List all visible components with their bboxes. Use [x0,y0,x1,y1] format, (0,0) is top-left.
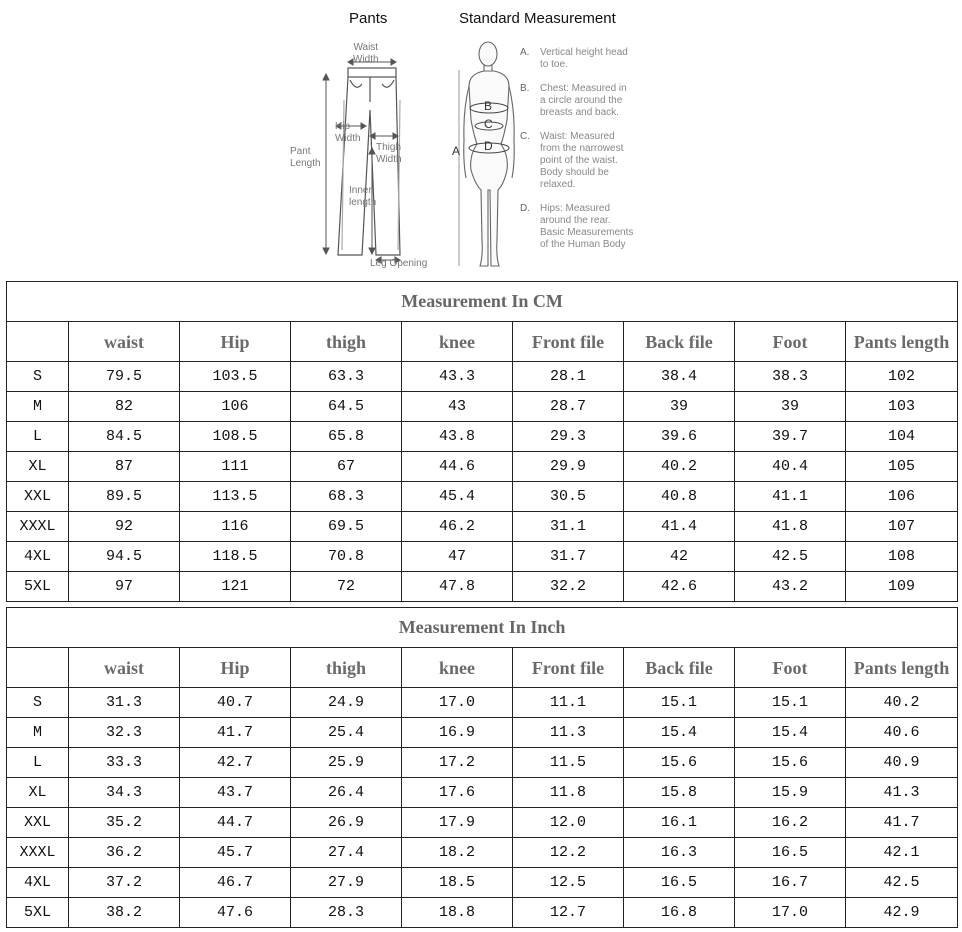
measurement-cell: 46.7 [180,868,291,898]
table-row [7,718,958,748]
measurement-cell: 18.8 [402,898,513,928]
measurement-cell: 33.3 [69,748,180,778]
measurement-cell: 68.3 [291,482,402,512]
measurement-cell: 65.8 [291,422,402,452]
measurement-cell: 40.4 [735,452,846,482]
cm-table-body [7,362,958,602]
measurement-cell: 15.1 [735,688,846,718]
measurement-cell: 16.7 [735,868,846,898]
measurement-cell: 11.1 [513,688,624,718]
measurement-cell: 42.5 [846,868,958,898]
table-row [7,898,958,928]
column-header-pants-length: Pants length [846,648,958,688]
measurement-cell: 39 [735,392,846,422]
measurement-cell: 111 [180,452,291,482]
table-row [7,778,958,808]
inch-table-body [7,688,958,928]
standard-measurement-title: Standard Measurement [459,10,616,27]
column-header-hip: Hip [180,322,291,362]
measurement-cell: 43.2 [735,572,846,602]
measurement-cell: 11.5 [513,748,624,778]
measurement-cell: 41.7 [846,808,958,838]
measurement-cell: 41.3 [846,778,958,808]
measurement-cell: 16.5 [735,838,846,868]
measurement-cell: 108.5 [180,422,291,452]
measurement-cell: 40.9 [846,748,958,778]
measurement-cell: 105 [846,452,958,482]
measurement-cell: 42 [624,542,735,572]
measurement-cell: 12.2 [513,838,624,868]
measurement-cell: 108 [846,542,958,572]
measurement-cell: 28.1 [513,362,624,392]
measurement-cell: 27.9 [291,868,402,898]
measurement-cell: 15.1 [624,688,735,718]
column-header-knee: knee [402,322,513,362]
column-header-waist: waist [69,322,180,362]
measurement-cell: 17.6 [402,778,513,808]
body-letter-b: B [484,99,493,113]
table-row [7,362,958,392]
size-label-cell: XL [7,778,69,808]
measurement-cell: 67 [291,452,402,482]
measurement-cell: 45.4 [402,482,513,512]
measurement-cell: 37.2 [69,868,180,898]
note-b: B. Chest: Measured in a circle around the breasts and back. [520,83,627,118]
table-row [7,512,958,542]
measurement-cell: 87 [69,452,180,482]
column-header-back-file: Back file [624,648,735,688]
pant-length-label: Pant Length [290,146,321,169]
measurement-cell: 47.6 [180,898,291,928]
measurement-cell: 17.2 [402,748,513,778]
measurement-cell: 26.9 [291,808,402,838]
measurement-cell: 25.4 [291,718,402,748]
cm-measurement-table [6,281,958,602]
measurement-cell: 69.5 [291,512,402,542]
measurement-cell: 42.5 [735,542,846,572]
table-row [7,868,958,898]
measurement-cell: 32.3 [69,718,180,748]
measurement-cell: 44.6 [402,452,513,482]
measurement-cell: 46.2 [402,512,513,542]
column-header-front-file: Front file [513,322,624,362]
measurement-cell: 107 [846,512,958,542]
size-label-cell: XXXL [7,512,69,542]
column-header-foot: Foot [735,648,846,688]
size-label-cell: XXL [7,482,69,512]
table-header-row [7,322,958,362]
measurement-cell: 31.7 [513,542,624,572]
measurement-cell: 29.9 [513,452,624,482]
measurement-cell: 44.7 [180,808,291,838]
measurement-cell: 121 [180,572,291,602]
measurement-cell: 42.7 [180,748,291,778]
measurement-cell: 15.6 [735,748,846,778]
measurement-cell: 24.9 [291,688,402,718]
measurement-cell: 16.5 [624,868,735,898]
size-label-cell: S [7,362,69,392]
measurement-cell: 38.3 [735,362,846,392]
size-label-cell: XXXL [7,838,69,868]
measurement-cell: 41.8 [735,512,846,542]
measurement-cell: 17.9 [402,808,513,838]
measurement-cell: 41.1 [735,482,846,512]
measurement-cell: 43.3 [402,362,513,392]
body-letter-d: D [484,139,493,153]
measurement-cell: 43.8 [402,422,513,452]
measurement-cell: 31.3 [69,688,180,718]
measurement-cell: 41.4 [624,512,735,542]
measurement-cell: 104 [846,422,958,452]
measurement-cell: 89.5 [69,482,180,512]
table-row [7,392,958,422]
measurement-cell: 18.2 [402,838,513,868]
measurement-cell: 16.1 [624,808,735,838]
measurement-cell: 15.4 [735,718,846,748]
measurement-cell: 47.8 [402,572,513,602]
measurement-cell: 118.5 [180,542,291,572]
table-row [7,482,958,512]
size-label-cell: L [7,422,69,452]
measurement-cell: 42.1 [846,838,958,868]
note-a: A. Vertical height head to toe. [520,47,628,70]
measurement-cell: 116 [180,512,291,542]
measurement-cell: 26.4 [291,778,402,808]
pants-title: Pants [349,10,388,27]
measurement-cell: 84.5 [69,422,180,452]
measurement-cell: 39.7 [735,422,846,452]
table-row [7,572,958,602]
measurement-cell: 16.2 [735,808,846,838]
measurement-cell: 113.5 [180,482,291,512]
measurement-cell: 17.0 [735,898,846,928]
measurement-cell: 16.8 [624,898,735,928]
measurement-cell: 106 [180,392,291,422]
table-row [7,838,958,868]
size-column-header [7,648,69,688]
table-title: Measurement In CM [7,282,958,322]
column-header-waist: waist [69,648,180,688]
measurement-cell: 35.2 [69,808,180,838]
measurement-cell: 102 [846,362,958,392]
size-guide-illustration [0,0,962,278]
measurement-cell: 94.5 [69,542,180,572]
measurement-cell: 70.8 [291,542,402,572]
note-c: C. Waist: Measured from the narrowest point of the waist. Body should be relaxed. [520,131,624,190]
pants-diagram [300,40,450,272]
table-row [7,688,958,718]
measurement-cell: 11.8 [513,778,624,808]
thigh-width-label: Thigh Width [376,142,402,165]
measurement-cell: 43.7 [180,778,291,808]
measurement-cell: 64.5 [291,392,402,422]
measurement-cell: 38.4 [624,362,735,392]
measurement-cell: 40.8 [624,482,735,512]
body-letter-a: A [452,144,461,158]
size-label-cell: 5XL [7,572,69,602]
measurement-cell: 28.3 [291,898,402,928]
measurement-cell: 15.9 [735,778,846,808]
measurement-cell: 103.5 [180,362,291,392]
measurement-cell: 40.6 [846,718,958,748]
body-letter-c: C [484,117,493,131]
column-header-pants-length: Pants length [846,322,958,362]
waist-width-label: Waist Width [353,42,379,65]
measurement-cell: 72 [291,572,402,602]
table-title: Measurement In Inch [7,608,958,648]
leg-opening-label: Leg Opening [370,258,428,269]
measurement-cell: 32.2 [513,572,624,602]
measurement-cell: 31.1 [513,512,624,542]
measurement-cell: 34.3 [69,778,180,808]
measurement-cell: 47 [402,542,513,572]
measurement-cell: 15.6 [624,748,735,778]
measurement-cell: 79.5 [69,362,180,392]
measurement-cell: 11.3 [513,718,624,748]
column-header-hip: Hip [180,648,291,688]
column-header-knee: knee [402,648,513,688]
measurement-cell: 103 [846,392,958,422]
table-row [7,542,958,572]
measurement-cell: 40.7 [180,688,291,718]
column-header-front-file: Front file [513,648,624,688]
measurement-cell: 15.4 [624,718,735,748]
measurement-cell: 40.2 [624,452,735,482]
size-column-header [7,322,69,362]
size-label-cell: M [7,718,69,748]
inner-length-label: Inner length [349,185,377,208]
measurement-cell: 12.5 [513,868,624,898]
measurement-cell: 18.5 [402,868,513,898]
size-label-cell: XXL [7,808,69,838]
measurement-cell: 28.7 [513,392,624,422]
measurement-cell: 40.2 [846,688,958,718]
measurement-cell: 29.3 [513,422,624,452]
measurement-cell: 92 [69,512,180,542]
measurement-cell: 41.7 [180,718,291,748]
size-label-cell: 4XL [7,868,69,898]
note-d: D. Hips: Measured around the rear. Basic Measurements of the Human Body [520,203,634,250]
size-label-cell: M [7,392,69,422]
measurement-cell: 106 [846,482,958,512]
table-row [7,748,958,778]
measurement-cell: 42.9 [846,898,958,928]
measurement-cell: 97 [69,572,180,602]
table-header-row [7,648,958,688]
hip-width-label: Hip Width [335,121,361,144]
size-label-cell: S [7,688,69,718]
measurement-cell: 38.2 [69,898,180,928]
measurement-cell: 25.9 [291,748,402,778]
measurement-cell: 12.0 [513,808,624,838]
measurement-cell: 42.6 [624,572,735,602]
column-header-thigh: thigh [291,322,402,362]
measurement-cell: 43 [402,392,513,422]
measurement-cell: 39 [624,392,735,422]
measurement-cell: 109 [846,572,958,602]
size-label-cell: XL [7,452,69,482]
measurement-cell: 82 [69,392,180,422]
inch-measurement-table [6,607,958,928]
table-row [7,808,958,838]
measurement-cell: 17.0 [402,688,513,718]
measurement-cell: 27.4 [291,838,402,868]
body-diagram [455,40,525,272]
measurement-cell: 30.5 [513,482,624,512]
measurement-cell: 63.3 [291,362,402,392]
measurement-cell: 36.2 [69,838,180,868]
column-header-foot: Foot [735,322,846,362]
measurement-cell: 12.7 [513,898,624,928]
column-header-thigh: thigh [291,648,402,688]
measurement-cell: 16.9 [402,718,513,748]
size-label-cell: L [7,748,69,778]
size-label-cell: 4XL [7,542,69,572]
table-row [7,422,958,452]
measurement-cell: 45.7 [180,838,291,868]
measurement-cell: 16.3 [624,838,735,868]
column-header-back-file: Back file [624,322,735,362]
measurement-cell: 15.8 [624,778,735,808]
size-label-cell: 5XL [7,898,69,928]
table-row [7,452,958,482]
measurement-cell: 39.6 [624,422,735,452]
